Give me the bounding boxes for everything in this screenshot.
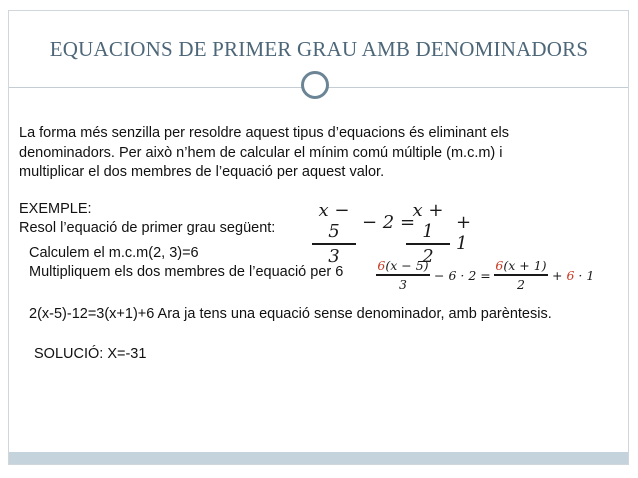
intro-line-3: multiplicar el dos membres de l’equació per aquest valor. bbox=[19, 164, 385, 180]
eq1-lhs-numerator: x − 5 bbox=[318, 200, 350, 242]
solution-line: SOLUCIÓ: X=-31 bbox=[34, 346, 147, 362]
multiply-line: Multipliquem els dos membres de l’equació per 6 bbox=[29, 264, 344, 280]
eq2-rhs-factor: 6 bbox=[495, 258, 504, 273]
eq1-plus-term: + 1 bbox=[456, 212, 472, 254]
circle-ornament-icon bbox=[301, 71, 329, 99]
equation-1 bbox=[312, 200, 482, 267]
eq1-rhs-fraction bbox=[406, 200, 450, 267]
slide-title: EQUACIONS DE PRIMER GRAU AMB DENOMINADORS bbox=[49, 37, 589, 61]
equation-2 bbox=[376, 258, 596, 294]
eq2-plus-term bbox=[552, 268, 594, 283]
lcm-line: Calculem el m.c.m(2, 3)=6 bbox=[29, 245, 199, 261]
eq1-rhs-numerator: x + 1 bbox=[412, 200, 444, 242]
eq1-lhs-fraction bbox=[312, 200, 356, 267]
intro-line-1: La forma més senzilla per resoldre aquest tipus d’equacions és eliminant els bbox=[19, 125, 510, 141]
example-prompt: Resol l’equació de primer grau següent: bbox=[19, 220, 276, 236]
eq2-middle-term: − 6 · 2 = bbox=[434, 268, 491, 283]
slide-footer-bar bbox=[9, 452, 628, 464]
eq2-lhs-numerator: (x − 5) bbox=[385, 258, 429, 273]
result-line: 2(x-5)-12=3(x+1)+6 Ara ja tens una equació sense denominador, amb parèntesis. bbox=[29, 306, 552, 322]
eq2-rhs-numerator: (x + 1) bbox=[503, 258, 547, 273]
eq2-plus-rest: · 1 bbox=[578, 268, 595, 283]
eq2-rhs-denominator: 2 bbox=[517, 276, 525, 292]
example-label: EXEMPLE: bbox=[19, 201, 92, 217]
intro-line-2: denominadors. Per això n’hem de calcular el mínim comú múltiple (m.c.m) i bbox=[19, 145, 503, 161]
eq1-lhs-denominator: 3 bbox=[328, 245, 340, 267]
eq2-plus-factor: 6 bbox=[566, 268, 575, 283]
eq2-lhs-factor: 6 bbox=[377, 258, 386, 273]
eq2-plus-sign: + bbox=[552, 268, 563, 283]
eq2-lhs-fraction bbox=[376, 258, 430, 292]
eq2-lhs-denominator: 3 bbox=[399, 276, 407, 292]
eq1-minus-term: − 2 = bbox=[362, 212, 416, 233]
eq2-rhs-fraction bbox=[494, 258, 548, 292]
eq1-rhs-denominator: 2 bbox=[422, 245, 434, 267]
